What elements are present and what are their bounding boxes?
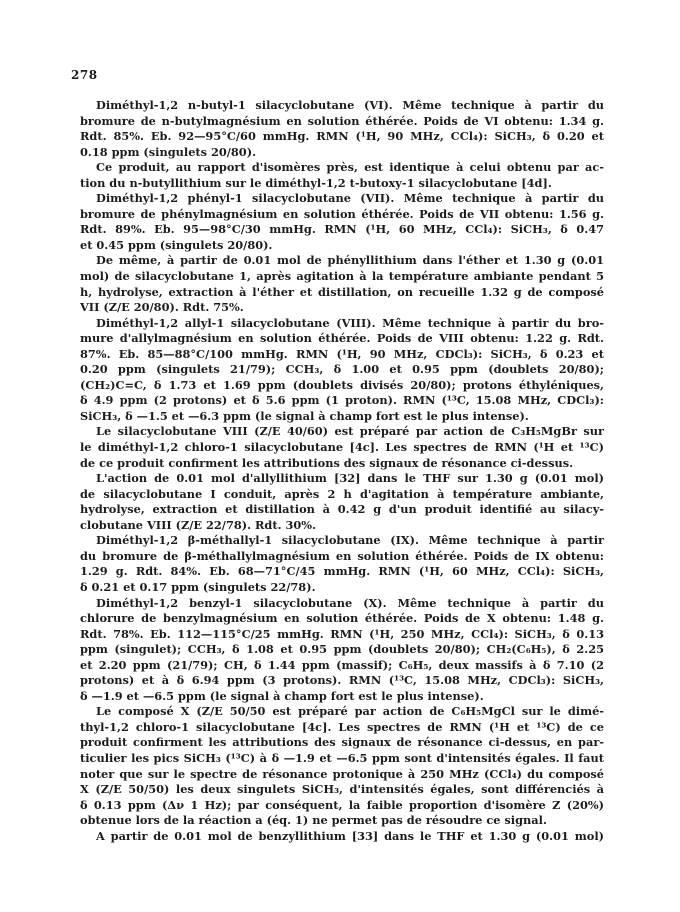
text-line: obtenue lors de la réaction a (éq. 1) ne permet pas de résoudre ce signal. — [80, 813, 547, 828]
text-line: 1.29 g. Rdt. 84%. Eb. 68—71°C/45 mmHg. RMN (¹H, 60 MHz, CCl₄): SiCH₃, — [80, 564, 604, 579]
text-line: le diméthyl-1,2 chloro-1 silacyclobutane [4c]. Les spectres de RMN (¹H et ¹³C) — [80, 440, 604, 455]
text-line: ppm (singulet); CCH₃, δ 1.08 et 0.95 ppm (doublets 20/80); CH₂(C₆H₅), δ 2.25 — [80, 642, 604, 657]
text-line: et 2.20 ppm (21/79); CH, δ 1.44 ppm (massif); C₆H₅, deux massifs à δ 7.10 (2 — [80, 657, 604, 672]
text-line: 87%. Eb. 85—88°C/100 mmHg. RMN (¹H, 90 MHz, CDCl₃): SiCH₃, δ 0.23 et — [80, 346, 604, 361]
text-line: (CH₂)C=C, δ 1.73 et 1.69 ppm (doublets divisés 20/80); protons éthyléniques, — [80, 377, 604, 392]
text-line: SiCH₃, δ —1.5 et —6.3 ppm (le signal à champ fort est le plus intense). — [80, 408, 529, 423]
text-line: chlorure de benzylmagnésium en solution éthérée. Poids de X obtenu: 1.48 g. — [80, 611, 604, 626]
text-line: 0.18 ppm (singulets 20/80). — [80, 144, 257, 159]
text-line: Diméthyl-1,2 benzyl-1 silacyclobutane (X). Même technique à partir du — [96, 595, 604, 610]
text-line: Rdt. 85%. Eb. 92—95°C/60 mmHg. RMN (¹H, 90 MHz, CCl₄): SiCH₃, δ 0.20 et — [80, 129, 604, 144]
text-line: Le composé X (Z/E 50/50 est préparé par action de C₆H₅MgCl sur le dimé- — [96, 704, 604, 719]
text-line: h, hydrolyse, extraction à l'éther et distillation, on recueille 1.32 g de composé — [80, 284, 604, 299]
text-line: bromure de n-butylmagnésium en solution éthérée. Poids de VI obtenu: 1.34 g. — [80, 113, 604, 128]
text-line: de silacyclobutane I conduit, après 2 h d'agitation à température ambiante, — [80, 486, 604, 501]
text-line: produit confirment les attributions des signaux de résonance ci-dessus, en par- — [80, 735, 604, 750]
text-line: Diméthyl-1,2 allyl-1 silacyclobutane (VIII). Même technique à partir du bro- — [96, 315, 604, 330]
text-line: Rdt. 78%. Eb. 112—115°C/25 mmHg. RMN (¹H, 250 MHz, CCl₄): SiCH₃, δ 0.13 — [80, 626, 604, 641]
text-line: noter que sur le spectre de résonance protonique à 250 MHz (CCl₄) du composé — [80, 766, 604, 781]
text-line: Le silacyclobutane VIII (Z/E 40/60) est préparé par action de C₃H₅MgBr sur — [96, 424, 604, 439]
text-line: Diméthyl-1,2 phényl-1 silacyclobutane (VII). Même technique à partir du — [96, 191, 604, 206]
text-line: δ 0.21 et 0.17 ppm (singulets 22/78). — [80, 579, 316, 594]
text-line: de ce produit confirment les attributions des signaux de résonance ci-dessus. — [80, 455, 574, 470]
text-line: thyl-1,2 chloro-1 silacyclobutane [4c]. Les spectres de RMN (¹H et ¹³C) de ce — [80, 719, 604, 734]
text-line: δ —1.9 et —6.5 ppm (le signal à champ fort est le plus intense). — [80, 688, 484, 703]
text-line: A partir de 0.01 mol de benzyllithium [33] dans le THF et 1.30 g (0.01 mol) — [96, 828, 604, 843]
text-line: L'action de 0.01 mol d'allyllithium [32] dans le THF sur 1.30 g (0.01 mol) — [96, 471, 604, 486]
text-line: X (Z/E 50/50) les deux singulets SiCH₃, d'intensités égales, sont différenciés à — [80, 782, 604, 797]
text-line: Diméthyl-1,2 β-méthallyl-1 silacyclobutane (IX). Même technique à partir — [96, 533, 604, 548]
text-line: δ 0.13 ppm (Δν 1 Hz); par conséquent, la faible proportion d'isomère Z (20%) — [80, 797, 604, 812]
text-line: clobutane VIII (Z/E 22/78). Rdt. 30%. — [80, 517, 317, 532]
text-line: VII (Z/E 20/80). Rdt. 75%. — [80, 300, 244, 315]
text-line: tion du n-butyllithium sur le diméthyl-1,2 t-butoxy-1 silacyclobutane [4d]. — [80, 175, 552, 190]
body-text — [80, 98, 604, 844]
text-line: mure d'allylmagnésium en solution éthérée. Poids de VIII obtenu: 1.22 g. Rdt. — [80, 331, 604, 346]
text-line: 0.20 ppm (singulets 21/79); CCH₃, δ 1.00 et 0.95 ppm (doublets 20/80); — [80, 362, 604, 377]
text-line: protons) et à δ 6.94 ppm (3 protons). RMN (¹³C, 15.08 MHz, CDCl₃): SiCH₃, — [80, 673, 604, 688]
text-line: et 0.45 ppm (singulets 20/80). — [80, 237, 273, 252]
text-line: De même, à partir de 0.01 mol de phényllithium dans l'éther et 1.30 g (0.01 — [96, 253, 604, 268]
text-line: mol) de silacyclobutane 1, après agitation à la température ambiante pendant 5 — [80, 269, 604, 284]
text-line: hydrolyse, extraction et distillation à 0.42 g d'un produit identifié au silacy- — [80, 502, 604, 517]
text-line: ticulier les pics SiCH₃ (¹³C) à δ —1.9 et —6.5 ppm sont d'intensités égales. Il faut — [80, 750, 604, 765]
text-line: Rdt. 89%. Eb. 95—98°C/30 mmHg. RMN (¹H, 60 MHz, CCl₄): SiCH₃, δ 0.47 — [80, 222, 604, 237]
text-line: Diméthyl-1,2 n-butyl-1 silacyclobutane (VI). Même technique à partir du — [96, 98, 604, 112]
text-line: du bromure de β-méthallylmagnésium en solution éthérée. Poids de IX obtenu: — [80, 548, 604, 563]
text-line: Ce produit, au rapport d'isomères près, est identique à celui obtenu par ac- — [96, 160, 604, 175]
text-line: bromure de phénylmagnésium en solution éthérée. Poids de VII obtenu: 1.56 g. — [80, 206, 604, 221]
page-number: 278 — [71, 68, 98, 82]
text-line: δ 4.9 ppm (2 protons) et δ 5.6 ppm (1 proton). RMN (¹³C, 15.08 MHz, CDCl₃): — [80, 393, 604, 408]
